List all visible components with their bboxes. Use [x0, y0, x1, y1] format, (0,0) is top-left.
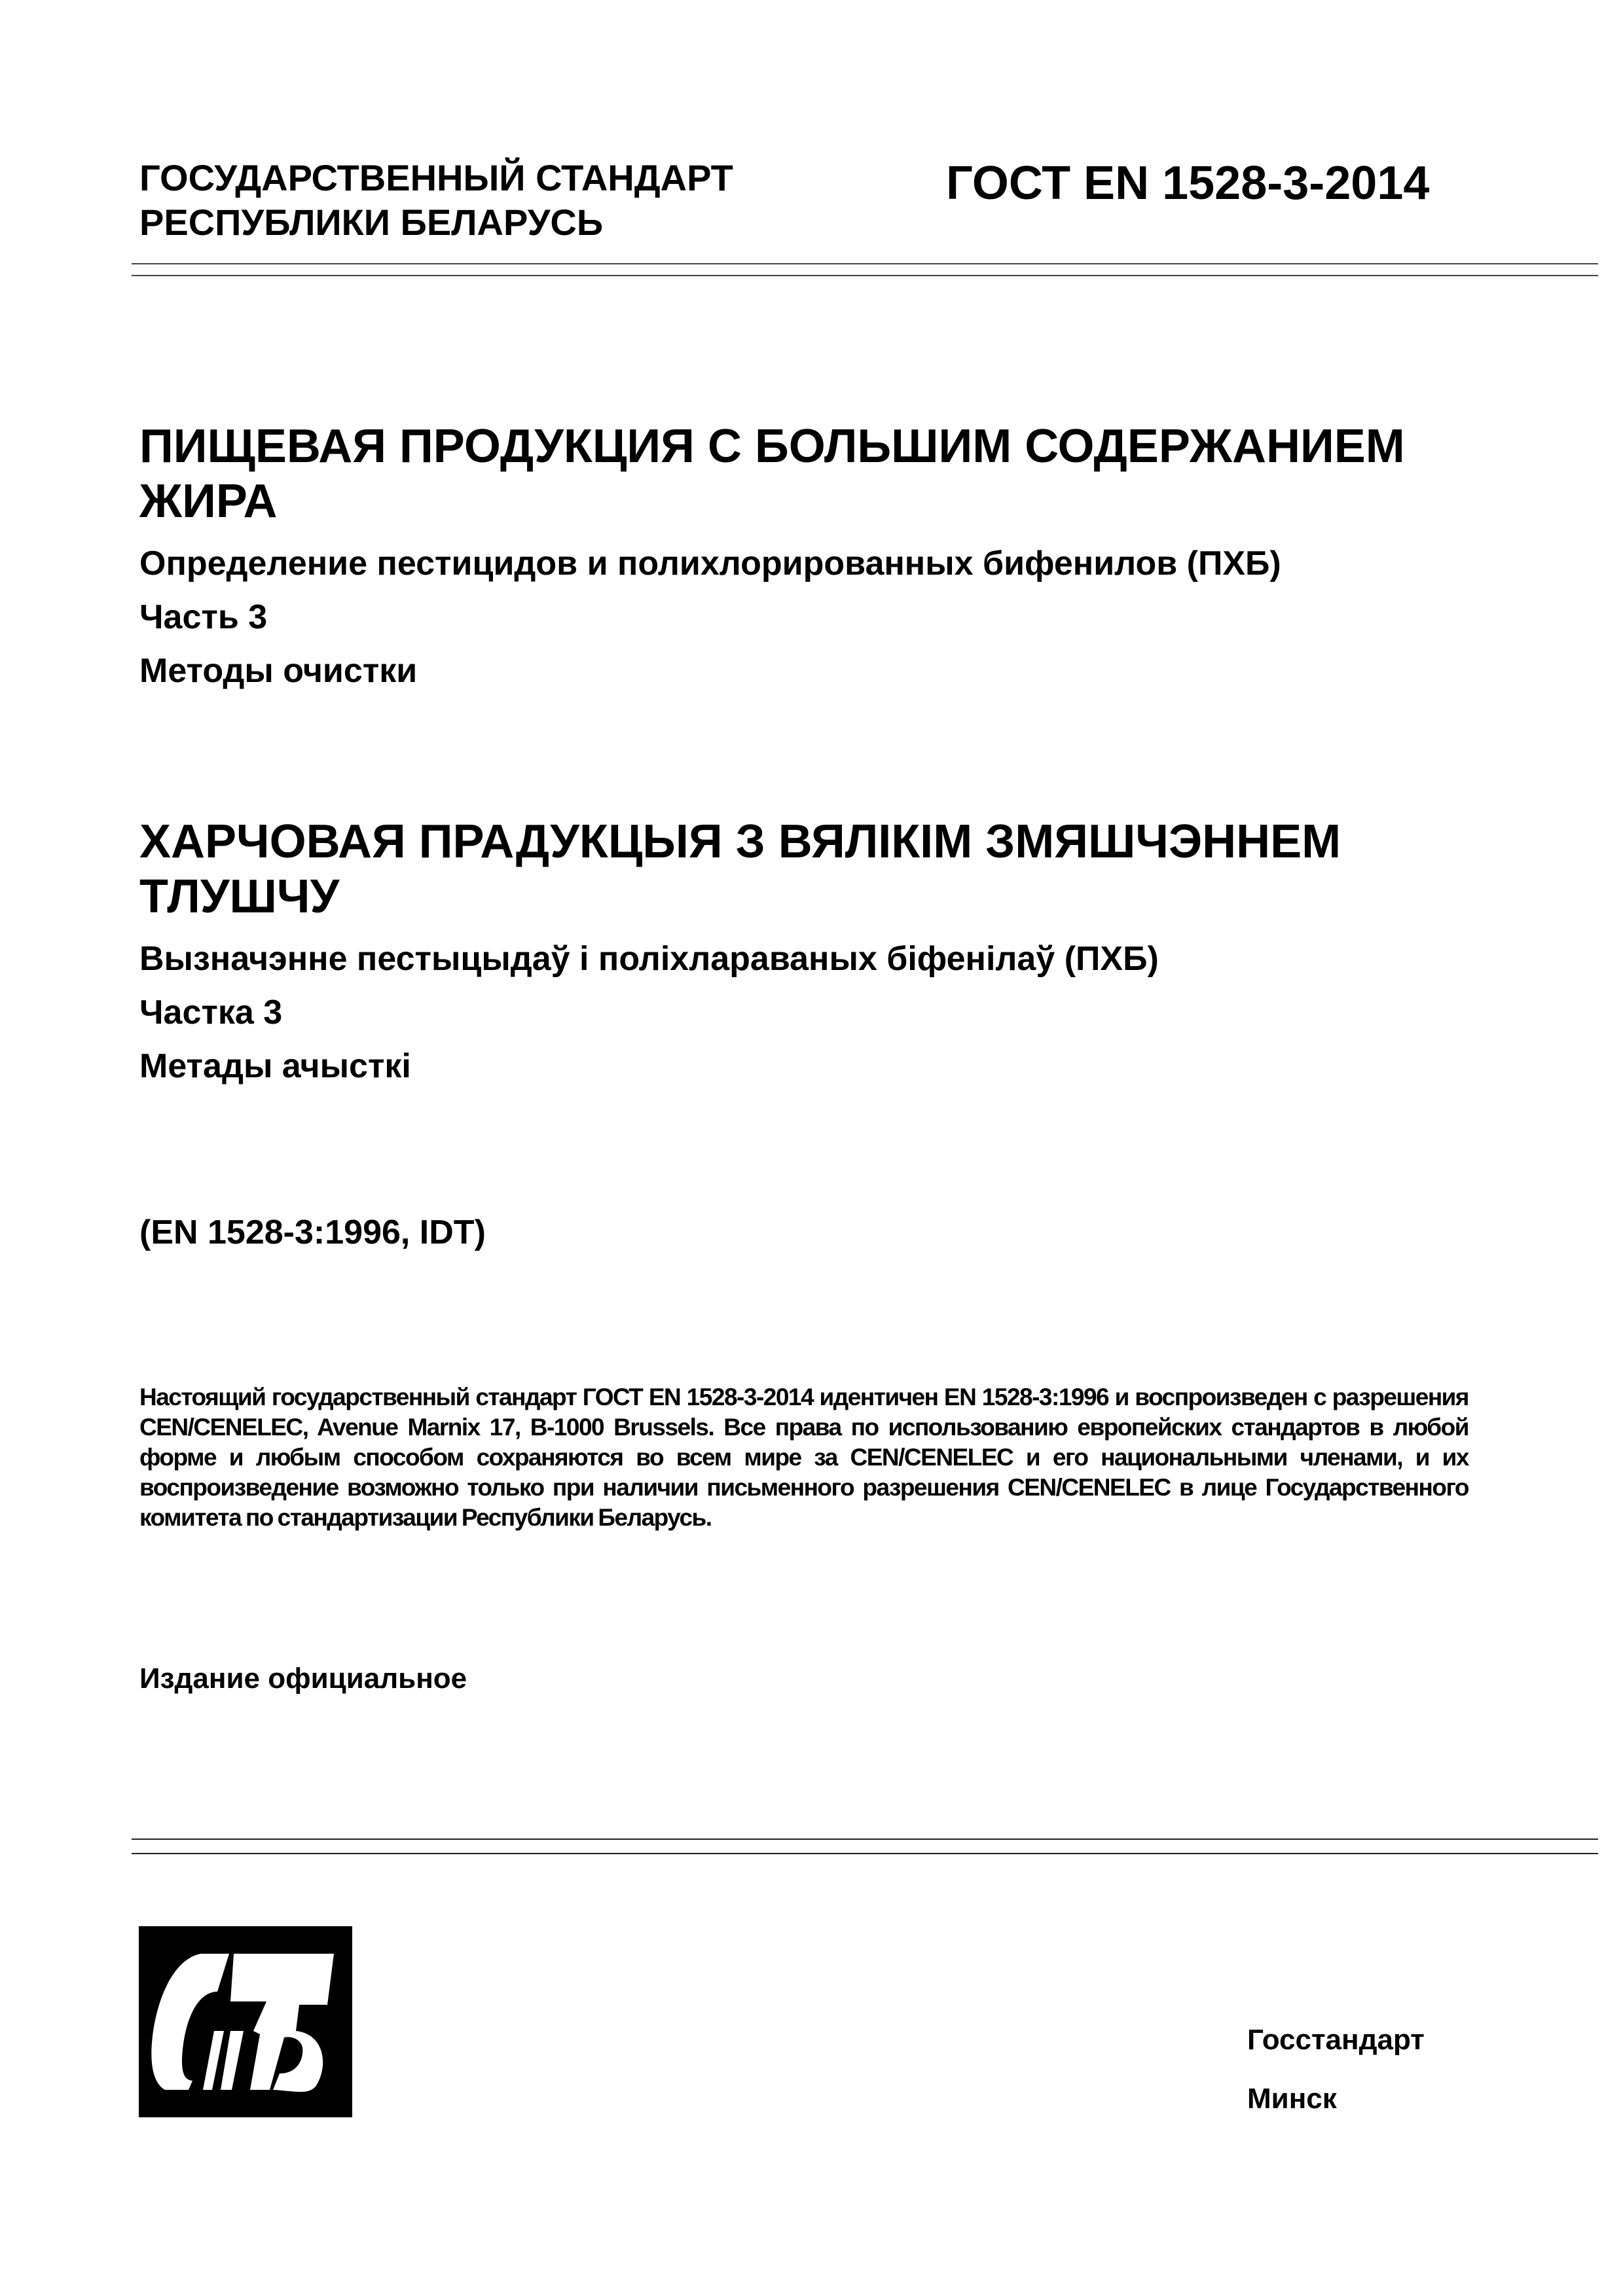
- footer-rule-top: [132, 1839, 1598, 1840]
- stb-logo-icon: [139, 1926, 352, 2117]
- part-title-ru: Методы очистки: [139, 652, 418, 690]
- part-ru: Часть 3: [139, 598, 268, 636]
- issuer: [139, 156, 733, 245]
- equivalence: (EN 1528-3:1996, IDT): [139, 1213, 486, 1251]
- title-be: ХАРЧОВАЯ ПРАДУКЦЫЯ З ВЯЛІКІМ ЗМЯШЧЭННЕМ ТЛУШЧУ: [139, 816, 1341, 923]
- stb-logo: [139, 1926, 352, 2117]
- title-block-ru: [139, 419, 1514, 691]
- copyright-notice: Настоящий государственный стандарт ГОСТ EN 1528-3-2014 идентичен EN 1528-3:1996 и воспроизведен с разрешения CEN/CENELEC, Avenue Marnix 17, B-1000 Brussels. Все права по использованию европейских стандартов в любой форме и любым способом сохраняются во всем мире за CEN/CENELEC и его национальными членами, и их воспроизведение возможно только при наличии письменного разрешения CEN/CENELEC в лице Государственного комитета по стандартизации Республики Беларусь.: [139, 1384, 1468, 1531]
- title-ru: ПИЩЕВАЯ ПРОДУКЦИЯ С БОЛЬШИМ СОДЕРЖАНИЕМ ЖИРА: [139, 420, 1405, 528]
- edition-label: Издание официальное: [139, 1662, 467, 1695]
- issuer-line-2: РЕСПУБЛИКИ БЕЛАРУСЬ: [139, 202, 604, 243]
- footer-rule-bottom: [132, 1853, 1598, 1854]
- header-rule-bottom: [132, 275, 1598, 276]
- header-rule-top: [132, 263, 1598, 264]
- subtitle-be: Вызначэнне пестыцыдаў і поліхлараваных біфенілаў (ПХБ): [139, 940, 1159, 978]
- subtitle-ru: Определение пестицидов и полихлорированных бифенилов (ПХБ): [139, 545, 1281, 583]
- city: Минск: [1247, 2083, 1337, 2115]
- publisher: Госстандарт: [1247, 2024, 1425, 2056]
- standard-code: ГОСТ EN 1528-3-2014: [946, 157, 1430, 209]
- part-be: Частка 3: [139, 994, 283, 1031]
- issuer-line-1: ГОСУДАРСТВЕННЫЙ СТАНДАРТ: [139, 157, 733, 198]
- title-block-be: [139, 814, 1449, 1086]
- part-title-be: Метады ачысткі: [139, 1047, 411, 1085]
